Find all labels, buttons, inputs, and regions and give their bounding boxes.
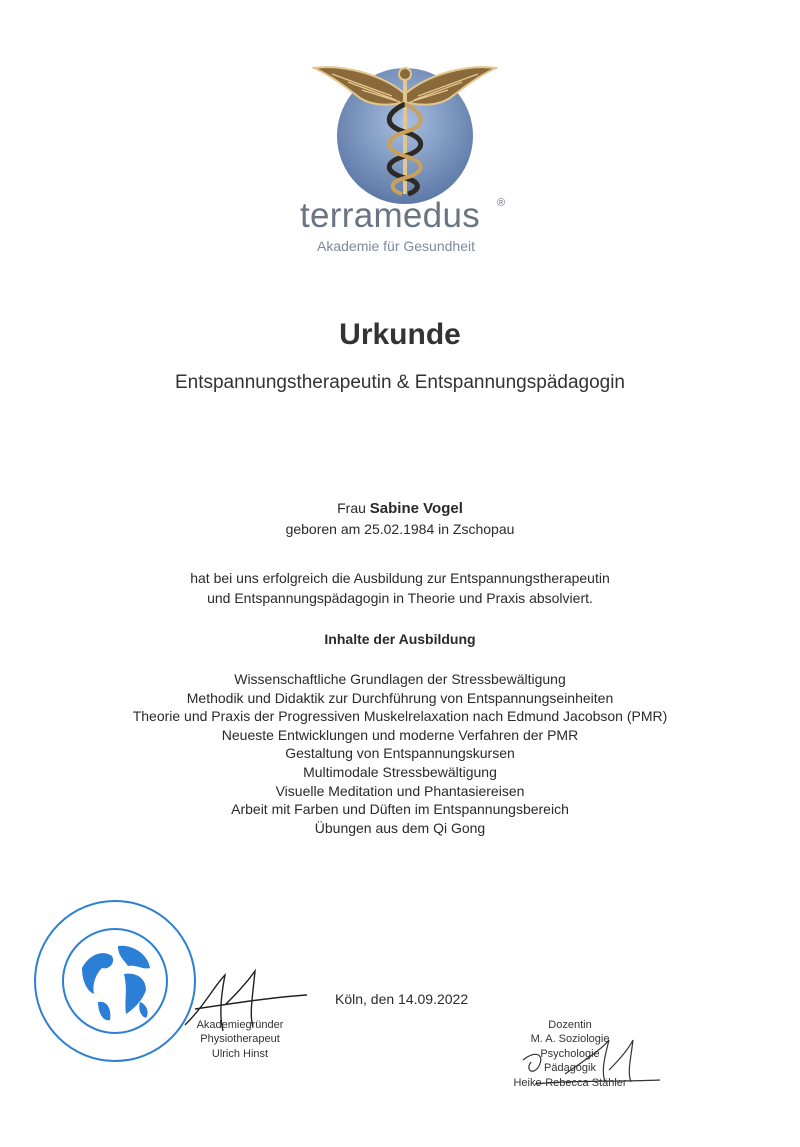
brand-name: terramedus [300,196,481,235]
contents-item: Visuelle Meditation und Phantasiereisen [275,782,525,799]
signature-right-field-2: Pädagogik [544,1062,596,1075]
signature-left-name: Ulrich Hinst [211,1047,269,1060]
terramedus-logo-icon [312,54,498,204]
contents-item: Gestaltung von Entspannungskursen [285,745,515,762]
certificate-subtitle: Entspannungstherapeutin & Entspannungspädagogin [174,372,626,393]
recipient-birth: geboren am 25.02.1984 in Zschopau [285,521,515,537]
contents-heading: Inhalte der Ausbildung [324,631,476,647]
recipient-salutation: Frau [337,500,366,516]
signature-left-block [170,1018,310,1061]
contents-item: Wissenschaftliche Grundlagen der Stressbewältigung [234,671,566,687]
contents-item: Übungen aus dem Qi Gong [314,819,486,836]
contents-item: Theorie und Praxis der Progressiven Muskelrelaxation nach Edmund Jacobson (PMR) [132,708,668,725]
recipient-line [0,500,800,517]
signature-right-block [505,1018,635,1090]
signature-right-degree: M. A. Soziologie [530,1033,610,1046]
signature-right-role: Dozentin [548,1019,592,1031]
recipient-name: Sabine Vogel [369,500,463,517]
place-date: Köln, den 14.09.2022 [335,991,469,1007]
statement-line-1: hat bei uns erfolgreich die Ausbildung zur Entspannungstherapeutin [190,570,610,586]
contents-item: Multimodale Stressbewältigung [303,763,497,780]
signature-left-profession: Physiotherapeut [200,1033,280,1046]
contents-list [0,670,800,837]
brand-block [300,196,520,236]
signature-right-name: Heike-Rebecca Stähler [513,1076,627,1089]
brand-registered-mark: ® [497,197,506,209]
contents-item: Neueste Entwicklungen und moderne Verfahren der PMR [221,726,579,743]
brand-tagline: Akademie für Gesundheit [317,238,475,254]
contents-item: Methodik und Didaktik zur Durchführung von Entspannungseinheiten [186,689,614,706]
contents-item: Arbeit mit Farben und Düften im Entspannungsbereich [231,801,569,818]
signature-left-role: Akademiegründer [196,1019,284,1031]
certificate-title: Urkunde [339,318,461,351]
signature-right-field-1: Psychologie [540,1047,600,1060]
statement-line-2: und Entspannungspädagogin in Theorie und Praxis absolviert. [207,590,593,606]
